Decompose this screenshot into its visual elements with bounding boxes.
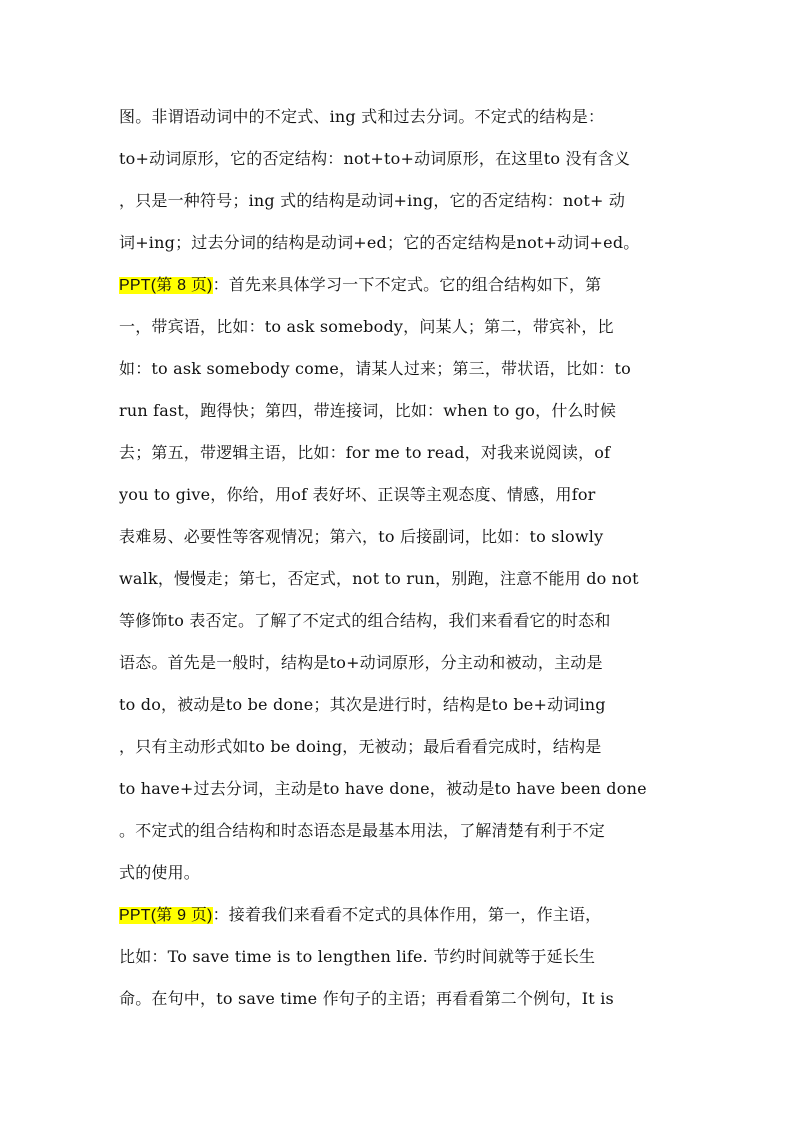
paragraph-line: ，只是一种符号；ing 式的结构是动词+ing，它的否定结构：not+ 动 (119, 191, 626, 210)
paragraph-line: 等修饰to 表否定。了解了不定式的组合结构，我们来看看它的时态和 (119, 611, 611, 630)
paragraph-line: 。不定式的组合结构和时态语态是最基本用法，了解清楚有利于不定 (119, 821, 606, 840)
paragraph-line: to+动词原形，它的否定结构：not+to+动词原形，在这里to 没有含义 (119, 149, 631, 168)
paragraph-line: 式的使用。 (119, 863, 201, 882)
ppt-page-8-line (119, 274, 689, 296)
paragraph-line: 去；第五，带逻辑主语，比如：for me to read，对我来说阅读，of (119, 443, 611, 462)
paragraph-line: to do，被动是to be done；其次是进行时，结构是to be+动词ing (119, 695, 606, 714)
paragraph-line: 图。非谓语动词中的不定式、ing 式和过去分词。不定式的结构是： (119, 107, 605, 126)
paragraph-line: ，只有主动形式如to be doing，无被动；最后看看完成时，结构是 (119, 737, 602, 756)
paragraph-line: 语态。首先是一般时，结构是to+动词原形，分主动和被动，主动是 (119, 653, 603, 672)
ppt-page-9-label: PPT(第 9 页) (119, 907, 213, 924)
paragraph-line: walk，慢慢走；第七，否定式，not to run，别跑，注意不能用 do not (119, 569, 639, 588)
ppt-page-9-text: ：接着我们来看看不定式的具体作用，第一，作主语， (212, 905, 602, 924)
paragraph-line: 表难易、必要性等客观情况；第六，to 后接副词，比如：to slowly (119, 527, 604, 546)
paragraph-line: run fast，跑得快；第四，带连接词，比如：when to go，什么时候 (119, 401, 617, 420)
paragraph-line: 比如：To save time is to lengthen life. 节约时间就等于延长生 (119, 947, 596, 966)
ppt-page-9-line (119, 904, 689, 926)
paragraph-line: 词+ing；过去分词的结构是动词+ed；它的否定结构是not+动词+ed。 (119, 233, 640, 252)
ppt-page-8-text: ：首先来具体学习一下不定式。它的组合结构如下，第 (212, 275, 602, 294)
paragraph-line: 一，带宾语，比如：to ask somebody，问某人；第二，带宾补，比 (119, 317, 614, 336)
paragraph-line: you to give，你给，用of 表好坏、正误等主观态度、情感，用for (119, 485, 596, 504)
paragraph-line: 如：to ask somebody come，请某人过来；第三，带状语，比如：to (119, 359, 631, 378)
paragraph-line: 命。在句中，to save time 作句子的主语；再看看第二个例句，It is (119, 989, 614, 1008)
paragraph-line: to have+过去分词，主动是to have done，被动是to have been done (119, 779, 647, 798)
ppt-page-8-label: PPT(第 8 页) (119, 277, 213, 294)
